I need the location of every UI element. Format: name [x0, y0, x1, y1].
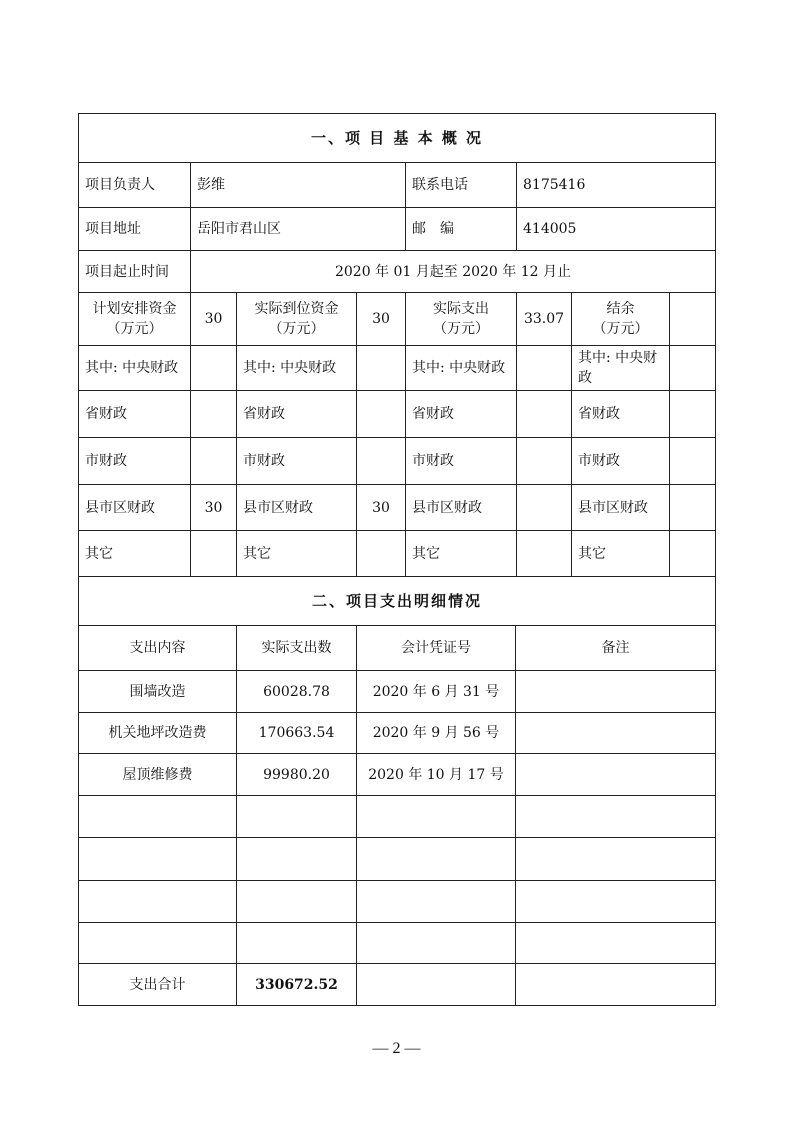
expense-cell	[79, 796, 237, 838]
fund-label: 其它	[79, 531, 191, 577]
basic-info-table	[78, 113, 716, 626]
zip-value: 414005	[517, 208, 716, 251]
fund-value	[517, 346, 572, 391]
expense-cell	[237, 923, 357, 964]
fund-label: 其它	[572, 531, 670, 577]
fund-header-balance: 结余 （万元）	[572, 293, 670, 346]
expense-cell: 机关地坪改造费	[79, 713, 237, 754]
fund-value	[517, 438, 572, 485]
fund-value	[191, 391, 237, 438]
expense-cell	[516, 881, 716, 923]
expense-cell: 屋顶维修费	[79, 754, 237, 796]
section2-title: 二、项目支出明细情况	[79, 577, 716, 626]
expense-cell	[79, 923, 237, 964]
expense-cell: 170663.54	[237, 713, 357, 754]
fund-label: 其中: 中央财政	[79, 346, 191, 391]
expense-row	[79, 796, 716, 838]
fund-label: 其中: 中央财政	[237, 346, 357, 391]
expense-cell	[516, 923, 716, 964]
section1-title: 一、项 目 基 本 概 况	[79, 114, 716, 163]
fund-value	[670, 391, 716, 438]
fund-value	[670, 438, 716, 485]
fund-row-city	[79, 438, 716, 485]
expense-row	[79, 713, 716, 754]
fund-label: 省财政	[237, 391, 357, 438]
fund-value	[670, 346, 716, 391]
fund-header-received: 实际到位资金 （万元）	[237, 293, 357, 346]
total-row	[79, 964, 716, 1006]
fund-value	[517, 531, 572, 577]
fund-value	[191, 438, 237, 485]
phone-label: 联系电话	[406, 163, 517, 208]
expense-cell	[357, 838, 516, 881]
expense-cell	[357, 923, 516, 964]
expense-row	[79, 923, 716, 964]
fund-label: 市财政	[572, 438, 670, 485]
fund-header-spent: 实际支出 （万元）	[406, 293, 517, 346]
column-header: 备注	[516, 626, 716, 671]
expense-cell	[357, 881, 516, 923]
fund-label: 县市区财政	[572, 485, 670, 531]
fund-value	[357, 346, 406, 391]
fund-value-balance	[670, 293, 716, 346]
fund-row-central	[79, 346, 716, 391]
column-header: 会计凭证号	[357, 626, 516, 671]
fund-label: 市财政	[237, 438, 357, 485]
expense-cell: 2020 年 6 月 31 号	[357, 671, 516, 713]
phone-value: 8175416	[517, 163, 716, 208]
page-number: — 2 —	[372, 1040, 421, 1057]
fund-value	[517, 391, 572, 438]
expense-cell	[237, 838, 357, 881]
fund-label: 市财政	[79, 438, 191, 485]
fund-value-planned: 30	[191, 293, 237, 346]
fund-label: 其它	[237, 531, 357, 577]
total-value: 330672.52	[237, 964, 357, 1006]
expense-cell: 2020 年 9 月 56 号	[357, 713, 516, 754]
expense-cell	[237, 796, 357, 838]
fund-label: 省财政	[406, 391, 517, 438]
fund-value	[670, 485, 716, 531]
expense-cell	[516, 796, 716, 838]
period-value: 2020 年 01 月起至 2020 年 12 月止	[191, 251, 716, 293]
expense-cell: 99980.20	[237, 754, 357, 796]
fund-row-province	[79, 391, 716, 438]
fund-row-county	[79, 485, 716, 531]
expense-cell: 2020 年 10 月 17 号	[357, 754, 516, 796]
expense-row	[79, 881, 716, 923]
expense-row	[79, 838, 716, 881]
leader-label: 项目负责人	[79, 163, 191, 208]
fund-value-received: 30	[357, 293, 406, 346]
fund-value: 30	[191, 485, 237, 531]
fund-label: 省财政	[79, 391, 191, 438]
expense-row	[79, 754, 716, 796]
expense-cell	[516, 838, 716, 881]
leader-value: 彭维	[191, 163, 406, 208]
column-header: 实际支出数	[237, 626, 357, 671]
expense-cell	[79, 881, 237, 923]
zip-label: 邮 编	[406, 208, 517, 251]
fund-row-other	[79, 531, 716, 577]
fund-label: 其它	[406, 531, 517, 577]
fund-label: 其中: 中央财政	[406, 346, 517, 391]
expense-header-row	[79, 626, 716, 671]
fund-value: 30	[357, 485, 406, 531]
fund-label: 县市区财政	[79, 485, 191, 531]
expense-cell	[516, 671, 716, 713]
fund-value	[357, 438, 406, 485]
fund-value-spent: 33.07	[517, 293, 572, 346]
fund-value	[191, 531, 237, 577]
fund-header-planned: 计划安排资金 （万元）	[79, 293, 191, 346]
expense-cell: 60028.78	[237, 671, 357, 713]
expense-cell	[516, 754, 716, 796]
expense-cell	[357, 796, 516, 838]
expense-cell	[79, 838, 237, 881]
fund-value	[517, 485, 572, 531]
expense-cell	[237, 881, 357, 923]
expense-cell: 围墙改造	[79, 671, 237, 713]
fund-value	[670, 531, 716, 577]
expense-detail-table	[78, 625, 716, 1006]
address-value: 岳阳市君山区	[191, 208, 406, 251]
fund-value	[191, 346, 237, 391]
fund-value	[357, 391, 406, 438]
fund-label: 市财政	[406, 438, 517, 485]
column-header: 支出内容	[79, 626, 237, 671]
total-label: 支出合计	[79, 964, 237, 1006]
fund-value	[357, 531, 406, 577]
fund-label: 省财政	[572, 391, 670, 438]
period-label: 项目起止时间	[79, 251, 191, 293]
expense-row	[79, 671, 716, 713]
fund-label: 县市区财政	[237, 485, 357, 531]
fund-label: 其中: 中央财政	[572, 346, 670, 391]
expense-cell	[516, 713, 716, 754]
address-label: 项目地址	[79, 208, 191, 251]
fund-label: 县市区财政	[406, 485, 517, 531]
